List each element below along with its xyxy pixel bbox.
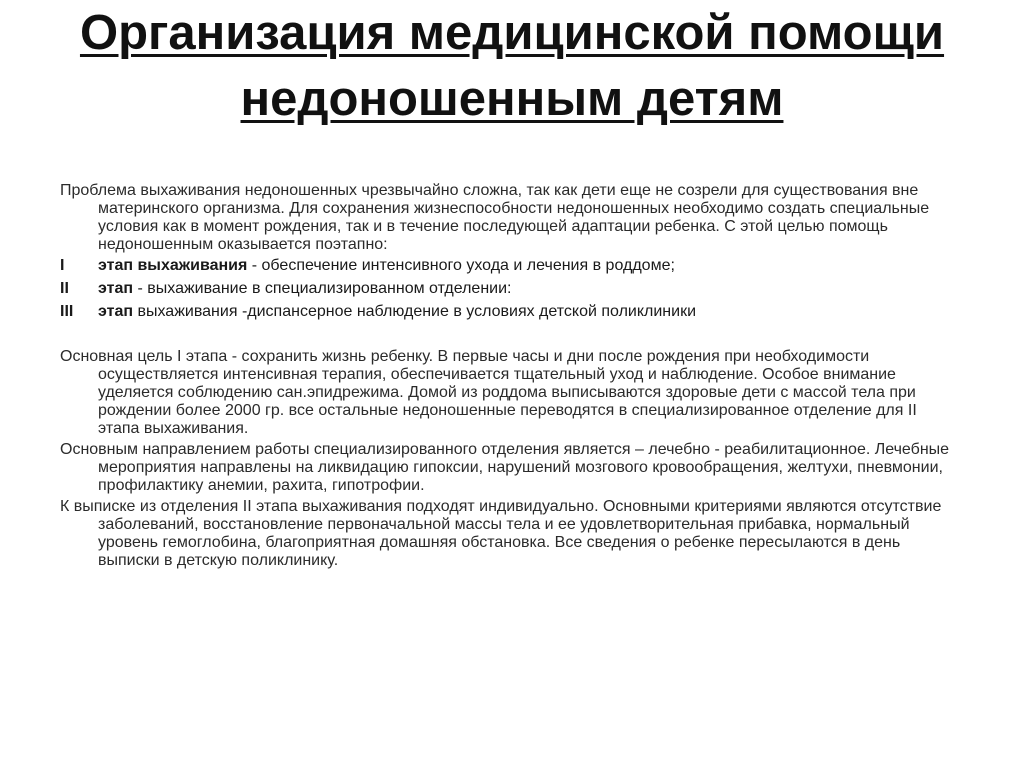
stage-item-1 [60, 257, 960, 275]
stage-rest-text: - обеспечение интенсивного ухода и лечения в роддоме; [247, 257, 675, 274]
spacer [60, 326, 960, 348]
stage-numeral: I [60, 257, 65, 274]
paragraph-stage-one-goal: Основная цель I этапа - сохранить жизнь ребенку. В первые часы и дни после рождения при необходимости осуществляется интенсивная терапия, обеспечивается тщательный уход и наблюдение. Особое внимание уделяется соблюдению сан.эпидрежима. Домой из роддома выписываются здоровые дети с массой тела при рождении более 2000 гр. все остальные недоношенные переводятся в специализированное отделение для II этапа выхаживания. [60, 348, 917, 437]
stage-numeral: II [60, 280, 69, 297]
stage-item-3 [60, 303, 960, 321]
paragraph-discharge: К выписке из отделения II этапа выхаживания подходят индивидуально. Основными критериями являются отсутствие заболеваний, восстановление первоначальной массы тела и ее удовлетворительная прибавка, нормальный уровень гемоглобина, благоприятная домашняя обстановка. Все сведения о ребенке пересылаются в день выписки в детскую поликлинику. [60, 498, 942, 569]
stage-rest-text: - выхаживание в специализированном отделении: [133, 280, 512, 297]
stage-text [98, 303, 960, 321]
intro-paragraph: Проблема выхаживания недоношенных чрезвычайно сложна, так как дети еще не созрели для существования вне материнского организма. Для сохранения жизнеспособности недоношенных необходимо создать специальные условия как в момент рождения, так и в течение последующей адаптации ребенка. С этой целью помощь недоношенным оказывается поэтапно: [60, 182, 930, 253]
stage-bold-text: этап [98, 303, 134, 320]
stage-text [98, 280, 960, 298]
stage-rest-text: выхаживания -диспансерное наблюдение в условиях детской поликлиники [133, 303, 697, 320]
stage-item-2 [60, 280, 960, 298]
slide-body [60, 182, 960, 573]
stage-text [98, 257, 960, 275]
stage-bold-text: этап выхаживания [98, 257, 248, 274]
stage-bold-text: этап [98, 280, 134, 297]
stage-numeral: III [60, 303, 74, 320]
slide-title: Организация медицинской помощи недоношенным детям [79, 6, 945, 126]
paragraph-department-work: Основным направлением работы специализированного отделения является – лечебно - реабилитационное. Лечебные мероприятия направлены на ликвидацию гипоксии, нарушений мозгового кровообращения, желтухи, пневмонии, профилактику анемии, рахита, гипотрофии. [60, 441, 950, 494]
